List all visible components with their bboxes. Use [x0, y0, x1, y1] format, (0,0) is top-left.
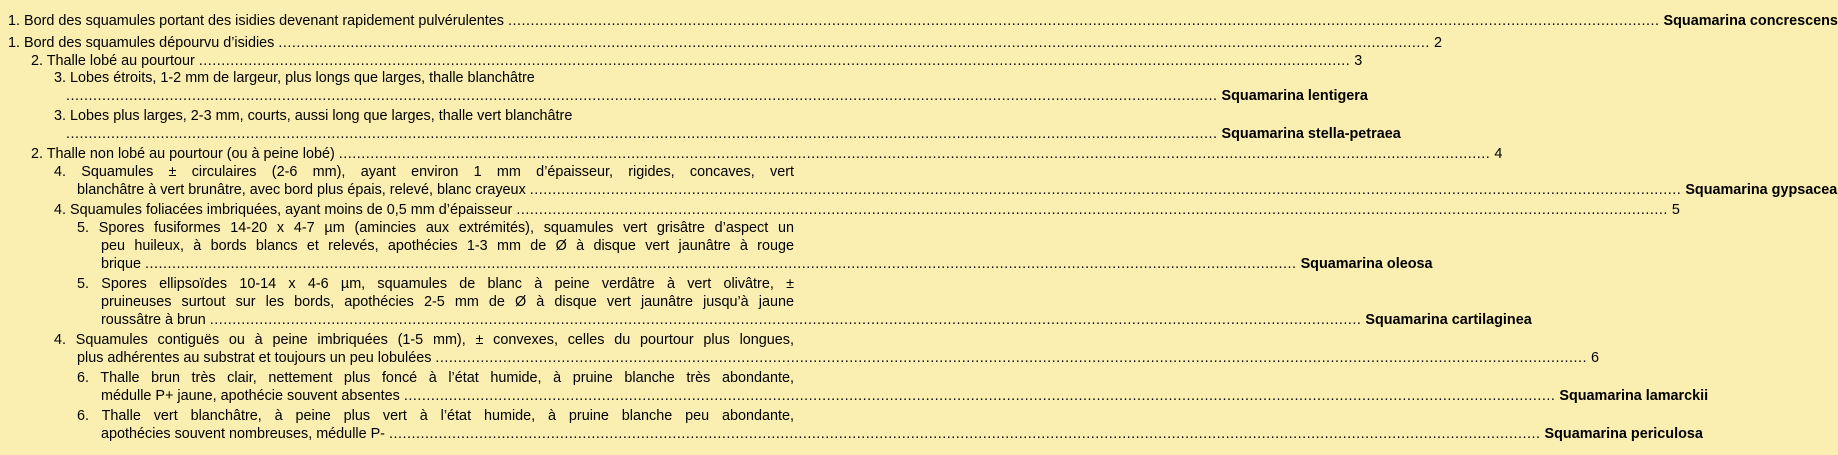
- key-line: [8, 13, 1838, 30]
- key-line: [101, 294, 794, 311]
- key-line: [31, 146, 1503, 163]
- dot-leader: ................................................................................................................................................................................................................................................................: [435, 350, 1587, 366]
- key-line: [77, 220, 794, 237]
- key-line: [54, 164, 794, 181]
- entry-text: 4. Squamules foliacées imbriquées, ayant moins de 0,5 mm d’épaisseur: [54, 202, 513, 218]
- entry-text: 6. Thalle vert blanchâtre, à peine plus vert à l’état humide, à pruine blanche peu abondante,: [77, 408, 794, 424]
- key-line: [54, 332, 794, 349]
- entry-text: 5. Spores ellipsoïdes 10-14 x 4-6 µm, squamules de blanc à peine verdâtre à vert olivâtre, ±: [77, 276, 794, 292]
- entry-text: 5. Spores fusiformes 14-20 x 4-7 µm (amincies aux extrémités), squamules vert grisâtre d’aspect un: [77, 220, 794, 236]
- dot-leader: ................................................................................................................................................................................................................................................................: [338, 146, 1491, 162]
- entry-text: plus adhérentes au substrat et toujours un peu lobulées: [77, 350, 432, 366]
- key-line: [31, 53, 1363, 70]
- entry-text: 6. Thalle brun très clair, nettement plus foncé à l’état humide, à pruine blanche très abondante,: [77, 370, 794, 386]
- couplet-number: 6: [1590, 350, 1599, 366]
- key-line: [62, 126, 1401, 143]
- species-name: Squamarina periculosa: [1544, 426, 1703, 442]
- key-line: [8, 35, 1442, 52]
- entry-text: 4. Squamules contiguës ou à peine imbriquées (1-5 mm), ± convexes, celles du pourtour plus longues,: [54, 332, 794, 348]
- entry-text: 3. Lobes plus larges, 2-3 mm, courts, aussi long que larges, thalle vert blanchâtre: [54, 108, 573, 124]
- species-name: Squamarina concrescens: [1663, 13, 1838, 29]
- species-name: Squamarina stella-petraea: [1221, 126, 1401, 142]
- entry-text: 2. Thalle lobé au pourtour: [31, 53, 195, 69]
- entry-text: peu huileux, à bords blancs et relevés, apothécies 1-3 mm de Ø à disque vert jaunâtre à rouge: [101, 238, 794, 254]
- couplet-number: 5: [1671, 202, 1680, 218]
- entry-text: 3. Lobes étroits, 1-2 mm de largeur, plus longs que larges, thalle blanchâtre: [54, 70, 535, 86]
- entry-text: 4. Squamules ± circulaires (2-6 mm), ayant environ 1 mm d’épaisseur, rigides, concaves, vert: [54, 164, 794, 180]
- dot-leader: ................................................................................................................................................................................................................................................................: [388, 426, 1541, 442]
- key-line: [101, 426, 1703, 443]
- key-line: [101, 238, 794, 255]
- species-name: Squamarina lentigera: [1221, 88, 1368, 104]
- species-name: Squamarina lamarckii: [1559, 388, 1709, 404]
- dot-leader: ................................................................................................................................................................................................................................................................: [507, 13, 1660, 29]
- entry-text: médulle P+ jaune, apothécie souvent absentes: [101, 388, 400, 404]
- dot-leader: ................................................................................................................................................................................................................................................................: [403, 388, 1556, 404]
- entry-text: blanchâtre à vert brunâtre, avec bord plus épais, relevé, blanc crayeux: [77, 182, 526, 198]
- key-line: [101, 312, 1532, 329]
- entry-text: 2. Thalle non lobé au pourtour (ou à peine lobé): [31, 146, 335, 162]
- dot-leader: ................................................................................................................................................................................................................................................................: [529, 182, 1682, 198]
- key-line: [77, 370, 794, 387]
- dot-leader: ................................................................................................................................................................................................................................................................: [209, 312, 1362, 328]
- key-line: [77, 182, 1838, 199]
- couplet-number: 2: [1433, 35, 1442, 51]
- entry-text: pruineuses surtout sur les bords, apothécies 2-5 mm de Ø à disque vert jaunâtre jusqu’à jaune: [101, 294, 794, 310]
- dot-leader: ................................................................................................................................................................................................................................................................: [516, 202, 1668, 218]
- key-line: [54, 202, 1680, 219]
- key-line: [54, 70, 794, 87]
- entry-text: apothécies souvent nombreuses, médulle P-: [101, 426, 385, 442]
- key-line: [101, 256, 1433, 273]
- key-line: [62, 88, 1368, 105]
- key-line: [77, 408, 794, 425]
- key-line: [101, 388, 1709, 405]
- key-line: [77, 350, 1599, 367]
- dot-leader: ................................................................................................................................................................................................................................................................: [66, 88, 1218, 104]
- species-name: Squamarina oleosa: [1300, 256, 1433, 272]
- couplet-number: 4: [1494, 146, 1503, 162]
- key-line: [54, 108, 794, 125]
- entry-text: 1. Bord des squamules portant des isidies devenant rapidement pulvérulentes: [8, 13, 504, 29]
- dot-leader: ................................................................................................................................................................................................................................................................: [66, 126, 1218, 142]
- species-name: Squamarina cartilaginea: [1365, 312, 1532, 328]
- key-line: [77, 276, 794, 293]
- dot-leader: ................................................................................................................................................................................................................................................................: [278, 35, 1430, 51]
- species-name: Squamarina gypsacea: [1685, 182, 1838, 198]
- dot-leader: ................................................................................................................................................................................................................................................................: [198, 53, 1351, 69]
- entry-text: brique: [101, 256, 142, 272]
- dot-leader: ................................................................................................................................................................................................................................................................: [145, 256, 1297, 272]
- entry-text: 1. Bord des squamules dépourvu d’isidies: [8, 35, 275, 51]
- entry-text: roussâtre à brun: [101, 312, 206, 328]
- couplet-number: 3: [1354, 53, 1363, 69]
